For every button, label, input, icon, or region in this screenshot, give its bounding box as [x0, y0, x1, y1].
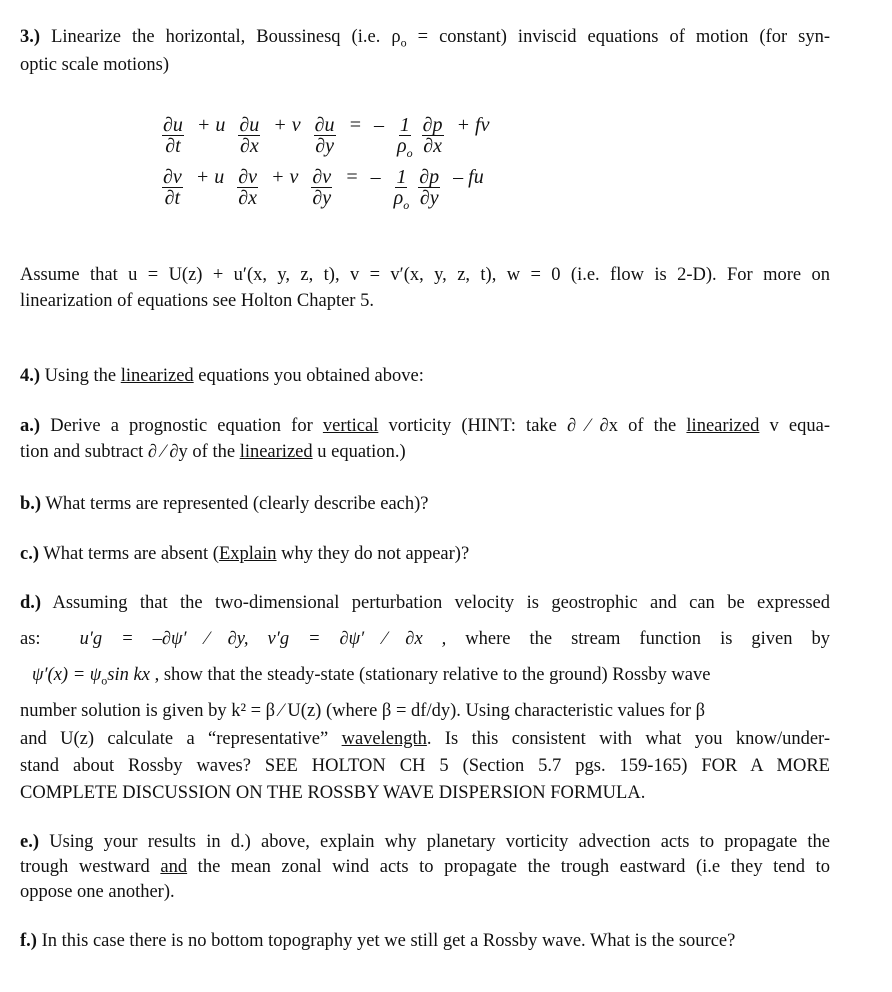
part-b: b.) What terms are represented (clearly describe each)? [20, 494, 429, 514]
part-d-line-5: and U(z) calculate a “representative” wavelength. Is this consistent with what you know/under- [20, 729, 831, 749]
part-e-line-1: e.) Using your results in d.) above, explain why planetary vorticity advection acts to propagate the [20, 832, 830, 852]
part-e-line-3: oppose one another). [20, 882, 175, 902]
q4-heading: 4.) Using the linearized equations you obtained above: [20, 366, 424, 386]
part-d-line-4: number solution is given by k² = β ⁄ U(z) (where β = df/dy). Using characteristic values for β [20, 701, 706, 721]
part-f: f.) In this case there is no bottom topography yet we still get a Rossby wave. What is the source? [20, 931, 736, 951]
equations-of-motion [160, 112, 495, 216]
part-a-line-1: a.) Derive a prognostic equation for vertical vorticity (HINT: take ∂ ⁄ ∂x of the linearized v equa- [20, 416, 830, 436]
assume-line-2: linearization of equations see Holton Chapter 5. [20, 291, 374, 311]
q3-line-2: optic scale motions) [20, 55, 169, 75]
part-a-line-2: tion and subtract ∂ ⁄ ∂y of the linearized u equation.) [20, 442, 406, 462]
assume-line-1: Assume that u = U(z) + u′(x, y, z, t), v = v′(x, y, z, t), w = 0 (i.e. flow is 2-D). For more on [20, 265, 830, 285]
part-e-line-2: trough westward and the mean zonal wind acts to propagate the trough eastward (i.e they tend to [20, 857, 830, 877]
part-d-line-3: $\psi'(x) = \psi_o\sin$ kx , show that the steady-state (stationary relative to the ground) Rossby wave [32, 665, 711, 688]
part-d-line-6: stand about Rossby waves? SEE HOLTON CH 5 (Section 5.7 pgs. 159-165) FOR A MORE [20, 756, 830, 776]
u-equation: $\frac{\partial u}{\partial t}$ + u $\frac{\partial u}{\partial x}$ + v $\frac{\partial u}{\partial y}$ = – $\frac{1}{\rho_o}$ $\frac{\partial p}{\partial x}$ + fv [163, 113, 490, 160]
q3-line-1: 3.) Linearize the horizontal, Boussinesq (i.e. $\rho_o$ = constant) inviscid equations of motion (for syn- [20, 27, 830, 50]
part-c: c.) What terms are absent (Explain why they do not appear)? [20, 544, 470, 564]
part-d-line-1: d.) Assuming that the two-dimensional perturbation velocity is geostrophic and can be expressed [20, 593, 831, 613]
part-d-line-2: as: u′g = –∂ψ′ ⁄ ∂y, v′g = ∂ψ′ ⁄ ∂x , where the stream function is given by [20, 629, 831, 649]
part-d-line-7: COMPLETE DISCUSSION ON THE ROSSBY WAVE DISPERSION FORMULA. [20, 783, 646, 803]
v-equation: $\frac{\partial v}{\partial t}$ + u $\frac{\partial v}{\partial x}$ + v $\frac{\partial v}{\partial y}$ = – $\frac{1}{\rho_o}$ $\frac{\partial p}{\partial y}$ – fu [163, 165, 484, 212]
